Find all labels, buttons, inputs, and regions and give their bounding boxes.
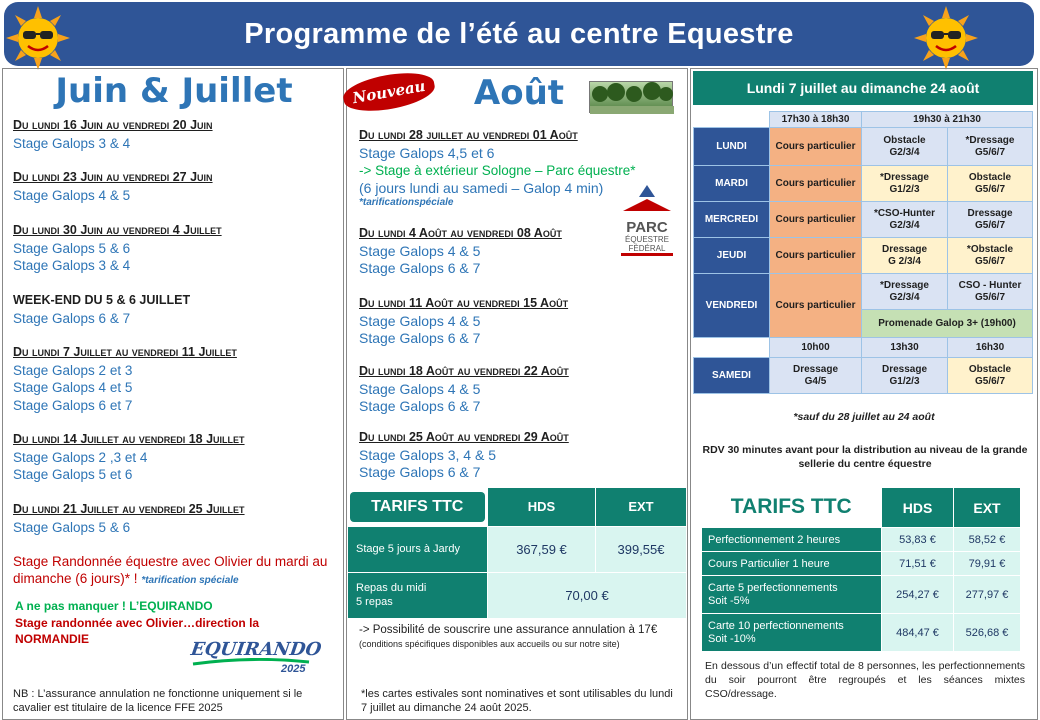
stage-block — [359, 429, 569, 482]
cartes-note: *les cartes estivales sont nominatives et sont utilisables du lundi 7 juillet au dimanche 24 août 2025. — [361, 688, 673, 714]
tarifs-table — [701, 487, 1021, 652]
stage-block — [359, 363, 569, 416]
lesson-cell: Cours particulier — [770, 274, 862, 338]
lesson-cell: *Dressage G1/2/3 — [862, 166, 948, 202]
sun-sunglasses-icon — [6, 6, 70, 70]
time-slot: 17h30 à 18h30 — [770, 112, 862, 128]
time-slot: 10h00 — [770, 338, 862, 358]
june-july-column — [2, 68, 344, 720]
day-label: SAMEDI — [694, 358, 770, 394]
row-label: Carte 5 perfectionnements Soit -5% — [702, 576, 882, 614]
parc-word: FÉDÉRAL — [621, 244, 673, 256]
stage-line: Stage Galops 6 & 7 — [359, 464, 481, 480]
lesson-cell: *Obstacle G5/6/7 — [948, 238, 1033, 274]
stage-line: Stage Galops 3 & 4 — [13, 135, 131, 151]
time-slot: 19h30 à 21h30 — [862, 112, 1033, 128]
header-banner — [4, 2, 1034, 66]
stage-block — [13, 169, 213, 204]
august-column — [346, 68, 688, 720]
page-title: Programme de l’été au centre Equestre — [244, 17, 794, 50]
lesson-cell: Cours particulier — [770, 202, 862, 238]
lesson-cell: *Dressage G5/6/7 — [948, 128, 1033, 166]
sun-sunglasses-icon — [914, 6, 978, 70]
assurance-small: (conditions spécifiques disponibles aux accueils ou sur notre site) — [359, 639, 620, 649]
parc-equestre-logo — [621, 183, 673, 279]
col-hds: HDS — [882, 488, 954, 528]
stage-dates: Du lundi 30 Juin au vendredi 4 Juillet — [13, 223, 222, 237]
stage-block — [13, 117, 213, 152]
equirando-year: 2025 — [281, 663, 306, 675]
stage-block — [13, 292, 190, 327]
stage-line: Stage Galops 4 et 5 — [13, 380, 133, 395]
day-label: MARDI — [694, 166, 770, 202]
stage-dates: Du lundi 14 Juillet au vendredi 18 Juillet — [13, 432, 245, 446]
price-hds: 53,83 € — [882, 528, 954, 552]
schedule-title: Lundi 7 juillet au dimanche 24 août — [693, 71, 1033, 105]
assurance-note — [359, 623, 675, 651]
nb-note: NB : L’assurance annulation ne fonctionne uniquement si le cavalier est titulaire de la licence FFE 2025 — [13, 688, 303, 714]
stage-dates: WEEK-END DU 5 & 6 JUILLET — [13, 293, 191, 307]
june-july-title: Juin & Juillet — [55, 71, 293, 111]
stage-line: Stage Galops 6 & 7 — [359, 260, 481, 276]
price-ext: 526,68 € — [954, 614, 1021, 652]
row-label: Carte 10 perfectionnements Soit -10% — [702, 614, 882, 652]
rando-block — [13, 553, 333, 589]
stage-line: Stage Galops 5 & 6 — [13, 240, 131, 256]
stage-line: Stage Galops 4 & 5 — [13, 187, 131, 203]
lesson-cell: *CSO-Hunter G2/3/4 — [862, 202, 948, 238]
row-label: Repas du midi 5 repas — [348, 572, 488, 618]
equirando-logo-text: EQUIRANDO — [189, 639, 323, 660]
stage-line: Stage Galops 3 & 4 — [13, 258, 131, 273]
row-label: Cours Particulier 1 heure — [702, 552, 882, 576]
price-ext: 399,55€ — [596, 526, 687, 572]
stage-dates: Du lundi 4 Août au vendredi 08 Août — [359, 226, 562, 240]
lesson-cell: Obstacle G5/6/7 — [948, 166, 1033, 202]
stage-line: Stage Galops 4 & 5 — [359, 380, 481, 397]
parc-word: ÉQUESTRE — [624, 235, 669, 244]
stage-line: (6 jours lundi au samedi – Galop 4 min) — [359, 179, 604, 196]
price-ext: 58,52 € — [954, 528, 1021, 552]
trees-icon — [590, 82, 674, 114]
stage-line: Stage Galops 6 et 7 — [13, 397, 133, 413]
lesson-cell: Cours particulier — [770, 166, 862, 202]
tarifs-stage-table — [347, 487, 687, 619]
price-ext: 277,97 € — [954, 576, 1021, 614]
stage-dates: Du lundi 18 Août au vendredi 22 Août — [359, 364, 569, 378]
lesson-cell: Dressage G5/6/7 — [948, 202, 1033, 238]
park-photo — [589, 81, 673, 113]
footer-note: En dessous d’un effectif total de 8 personnes, les perfectionnements du soir pourront être regroupés et les séances mixtes CSO/dressage. — [705, 660, 1025, 700]
stage-dates: Du lundi 28 juillet au vendredi 01 Août — [359, 128, 578, 142]
row-label: Stage 5 jours à Jardy — [348, 526, 488, 572]
tarifs-title: TARIFS TTC — [350, 492, 486, 522]
col-hds: HDS — [488, 488, 596, 527]
price-ext: 79,91 € — [954, 552, 1021, 576]
stage-dates: Du lundi 23 Juin au vendredi 27 Juin — [13, 170, 213, 184]
lesson-cell: Obstacle G5/6/7 — [948, 358, 1033, 394]
stage-line: Stage Galops 5 et 6 — [13, 467, 133, 482]
stage-block — [13, 501, 245, 536]
stage-dates: Du lundi 21 Juillet au vendredi 25 Juillet — [13, 502, 245, 516]
equirando-heading: A ne pas manquer ! L’EQUIRANDO — [15, 599, 213, 613]
stage-block — [359, 225, 562, 278]
lesson-cell: Dressage G1/2/3 — [862, 358, 948, 394]
stage-dates: Du lundi 25 Août au vendredi 29 Août — [359, 430, 569, 444]
assurance-text: -> Possibilité de souscrire une assurance annulation à 17€ — [359, 624, 658, 636]
price-hds: 484,47 € — [882, 614, 954, 652]
schedule-table — [693, 111, 1033, 394]
stage-line: Stage Galops 3, 4 & 5 — [359, 446, 496, 463]
row-label: Perfectionnement 2 heures — [702, 528, 882, 552]
stage-dates: Du lundi 7 Juillet au vendredi 11 Juillet — [13, 345, 237, 359]
tarifs-title-cell — [348, 488, 488, 527]
col-ext: EXT — [954, 488, 1021, 528]
stage-line: Stage Galops 4,5 et 6 — [359, 144, 495, 161]
price-hds: 71,51 € — [882, 552, 954, 576]
stage-line: Stage Galops 4 & 5 — [359, 312, 481, 329]
lesson-cell: Cours particulier — [770, 238, 862, 274]
day-label: MERCREDI — [694, 202, 770, 238]
price-meal: 70,00 € — [488, 572, 687, 618]
august-title: Août — [473, 73, 565, 113]
stage-line: Stage Galops 6 & 7 — [13, 310, 131, 326]
lesson-cell: CSO - Hunter G5/6/7 — [948, 274, 1033, 310]
stage-line-green: -> Stage à extérieur Sologne – Parc équestre* — [359, 163, 636, 178]
promenade-cell: Promenade Galop 3+ (19h00) — [862, 310, 1033, 338]
day-label: VENDREDI — [694, 274, 770, 338]
lesson-cell: Obstacle G2/3/4 — [862, 128, 948, 166]
stage-line: Stage Galops 6 & 7 — [359, 398, 481, 414]
stage-note: *tarificationspéciale — [359, 197, 454, 208]
stage-block — [13, 344, 237, 414]
stage-dates: Du lundi 16 Juin au vendredi 20 Juin — [13, 118, 213, 132]
rando-text: Stage Randonnée équestre avec Olivier du mardi au dimanche (6 jours)* ! — [13, 554, 328, 586]
tarifs-title: TARIFS TTC — [702, 488, 882, 528]
stage-block — [13, 222, 222, 275]
parc-triangles-icon — [621, 183, 673, 211]
parc-word: PARC — [626, 219, 668, 236]
stage-block — [13, 431, 245, 484]
stage-block — [359, 295, 568, 348]
equirando-logo — [191, 639, 321, 679]
time-slot: 16h30 — [948, 338, 1033, 358]
lesson-cell: Dressage G 2/3/4 — [862, 238, 948, 274]
day-label: JEUDI — [694, 238, 770, 274]
lesson-cell: Dressage G4/5 — [770, 358, 862, 394]
rdv-note: RDV 30 minutes avant pour la distribution au niveau de la grande sellerie du centre équestre — [702, 444, 1028, 470]
stage-line: Stage Galops 4 & 5 — [359, 242, 481, 259]
col-ext: EXT — [596, 488, 687, 527]
schedule-column — [690, 68, 1038, 720]
day-label: LUNDI — [694, 128, 770, 166]
rando-note: *tarification spéciale — [141, 575, 239, 586]
nouveau-text: Nouveau — [351, 76, 427, 108]
stage-line: Stage Galops 2 et 3 — [13, 362, 133, 378]
price-hds: 367,59 € — [488, 526, 596, 572]
stage-line: Stage Galops 6 & 7 — [359, 330, 481, 346]
time-slot: 13h30 — [862, 338, 948, 358]
stage-line: Stage Galops 2 ,3 et 4 — [13, 449, 148, 465]
equirando-text: Stage randonnée avec Olivier…direction la NORMANDIE — [15, 616, 260, 646]
stage-dates: Du lundi 11 Août au vendredi 15 Août — [359, 296, 569, 310]
nouveau-badge — [341, 67, 438, 116]
price-hds: 254,27 € — [882, 576, 954, 614]
lesson-cell: *Dressage G2/3/4 — [862, 274, 948, 310]
lesson-cell: Cours particulier — [770, 128, 862, 166]
stage-line: Stage Galops 5 & 6 — [13, 519, 131, 535]
sauf-note: *sauf du 28 juillet au 24 août — [793, 411, 935, 423]
